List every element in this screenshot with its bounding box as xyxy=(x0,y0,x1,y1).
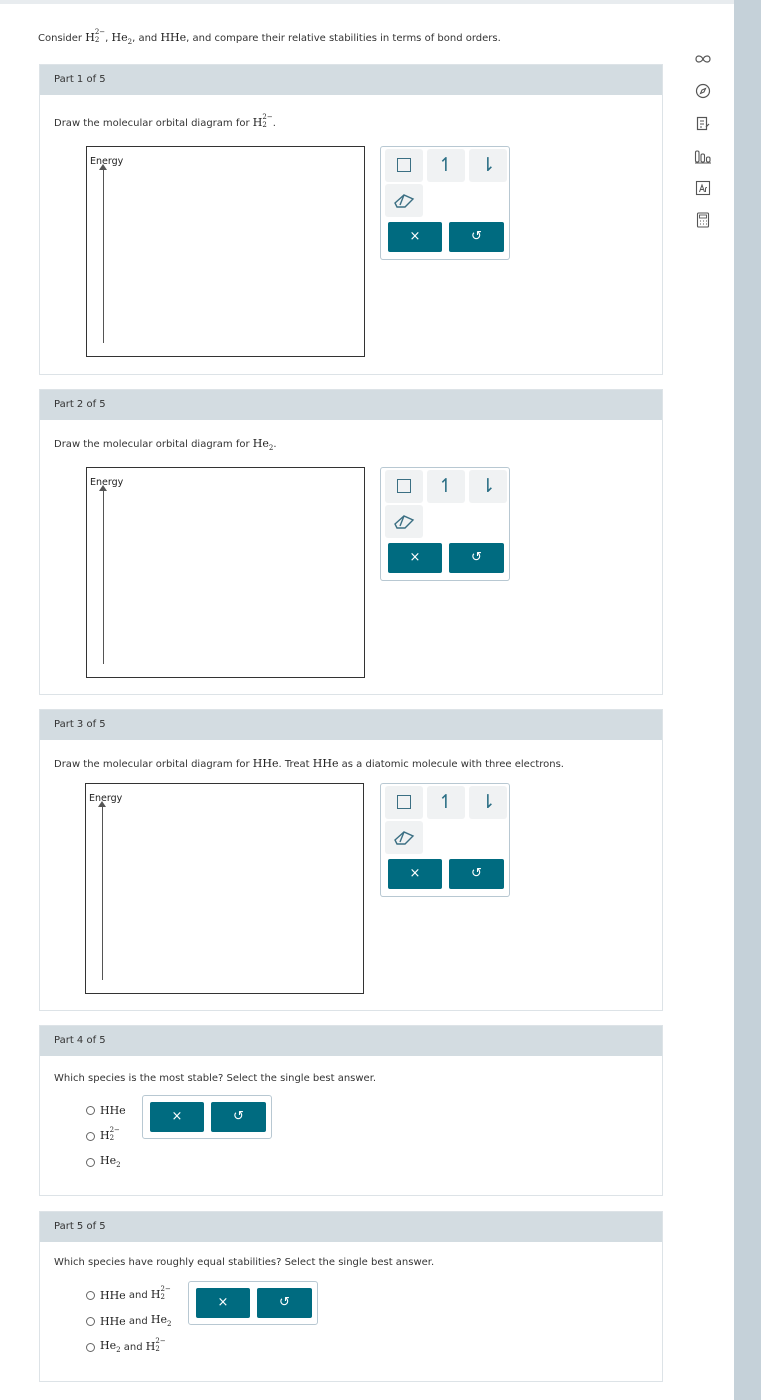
spin-up-tool[interactable]: ↿ xyxy=(427,786,465,819)
compass-icon[interactable] xyxy=(690,80,716,102)
part-header: Part 2 of 5 xyxy=(40,390,662,420)
radio-button[interactable] xyxy=(86,1291,95,1300)
clear-button[interactable]: × xyxy=(388,222,442,252)
answer-controls xyxy=(142,1095,272,1139)
answer-controls xyxy=(188,1281,318,1325)
part-header: Part 3 of 5 xyxy=(40,710,662,740)
choice-hhe[interactable]: HHe xyxy=(86,1097,126,1123)
part-prompt: Draw the molecular orbital diagram for HHe. Treat HHe as a diatomic molecule with three electrons. xyxy=(54,757,564,770)
periodic-table-icon[interactable] xyxy=(690,177,716,199)
spin-up-tool[interactable]: ↿ xyxy=(427,149,465,182)
part-header: Part 1 of 5 xyxy=(40,65,662,95)
undo-button[interactable]: ↺ xyxy=(257,1288,312,1318)
part-prompt: Which species have roughly equal stabilities? Select the single best answer. xyxy=(54,1257,435,1268)
undo-button[interactable]: ↺ xyxy=(449,222,504,252)
part-prompt: Which species is the most stable? Select the single best answer. xyxy=(54,1073,377,1084)
energy-axis-label: Energy xyxy=(89,793,123,804)
choice-hhe-and-h2-2minus[interactable]: HHe and H 2− 2 xyxy=(86,1282,171,1308)
orbital-box-tool[interactable] xyxy=(385,786,423,819)
eraser-tool[interactable] xyxy=(385,184,423,217)
radio-button[interactable] xyxy=(86,1106,95,1115)
energy-axis-label: Energy xyxy=(90,477,124,488)
clear-button[interactable]: × xyxy=(150,1102,204,1132)
part-3 xyxy=(39,709,663,1011)
infinity-icon[interactable] xyxy=(690,48,716,70)
part-1 xyxy=(39,64,663,375)
answer-choices xyxy=(86,1282,171,1360)
species-h2-2minus: H 2− 2 xyxy=(85,28,106,44)
notebook-icon[interactable] xyxy=(690,113,716,135)
orbital-box-tool[interactable] xyxy=(385,470,423,503)
spin-down-tool[interactable]: ⇂ xyxy=(469,470,507,503)
energy-axis xyxy=(103,489,104,664)
question-intro: Consider H 2− 2 , $He_2$, and HHe, and compare their relative stabilities in terms of bond orders. xyxy=(38,28,501,47)
radio-button[interactable] xyxy=(86,1317,95,1326)
part-prompt: Draw the molecular orbital diagram for H 2− 2 . xyxy=(54,113,276,129)
answer-choices xyxy=(86,1097,126,1175)
choice-h2-2minus[interactable]: H 2− 2 xyxy=(86,1123,126,1149)
mo-diagram-canvas[interactable] xyxy=(85,783,364,994)
eraser-tool[interactable] xyxy=(385,821,423,854)
energy-axis xyxy=(103,168,104,343)
clear-button[interactable]: × xyxy=(388,543,442,573)
top-bar xyxy=(0,0,734,4)
part-4 xyxy=(39,1025,663,1196)
spin-down-tool[interactable]: ⇂ xyxy=(469,786,507,819)
undo-button[interactable]: ↺ xyxy=(449,859,504,889)
clear-button[interactable]: × xyxy=(196,1288,250,1318)
energy-axis-label: Energy xyxy=(90,156,124,167)
drawing-toolbox xyxy=(380,467,510,581)
clear-button[interactable]: × xyxy=(388,859,442,889)
choice-hhe-and-he2[interactable]: HHe and $He_2$ xyxy=(86,1308,171,1334)
spin-up-tool[interactable]: ↿ xyxy=(427,470,465,503)
eraser-tool[interactable] xyxy=(385,505,423,538)
spin-down-tool[interactable]: ⇂ xyxy=(469,149,507,182)
part-header: Part 4 of 5 xyxy=(40,1026,662,1056)
orbital-box-tool[interactable] xyxy=(385,149,423,182)
species-he2: $He_2$ xyxy=(111,31,133,47)
choice-he2-and-h2-2minus[interactable]: $He_2$ and H 2− 2 xyxy=(86,1334,171,1360)
mo-diagram-canvas[interactable] xyxy=(86,146,365,357)
undo-button[interactable]: ↺ xyxy=(449,543,504,573)
mo-diagram-canvas[interactable] xyxy=(86,467,365,678)
part-header: Part 5 of 5 xyxy=(40,1212,662,1242)
chart-icon[interactable] xyxy=(690,145,716,167)
undo-button[interactable]: ↺ xyxy=(211,1102,266,1132)
part-2 xyxy=(39,389,663,695)
part-5 xyxy=(39,1211,663,1382)
radio-button[interactable] xyxy=(86,1158,95,1167)
part-prompt: Draw the molecular orbital diagram for $He_2$. xyxy=(54,437,277,453)
calculator-icon[interactable] xyxy=(690,209,716,231)
choice-he2[interactable]: $He_2$ xyxy=(86,1149,126,1175)
radio-button[interactable] xyxy=(86,1132,95,1141)
drawing-toolbox xyxy=(380,783,510,897)
energy-axis xyxy=(102,805,103,980)
species-hhe: HHe xyxy=(160,31,187,44)
drawing-toolbox xyxy=(380,146,510,260)
radio-button[interactable] xyxy=(86,1343,95,1352)
